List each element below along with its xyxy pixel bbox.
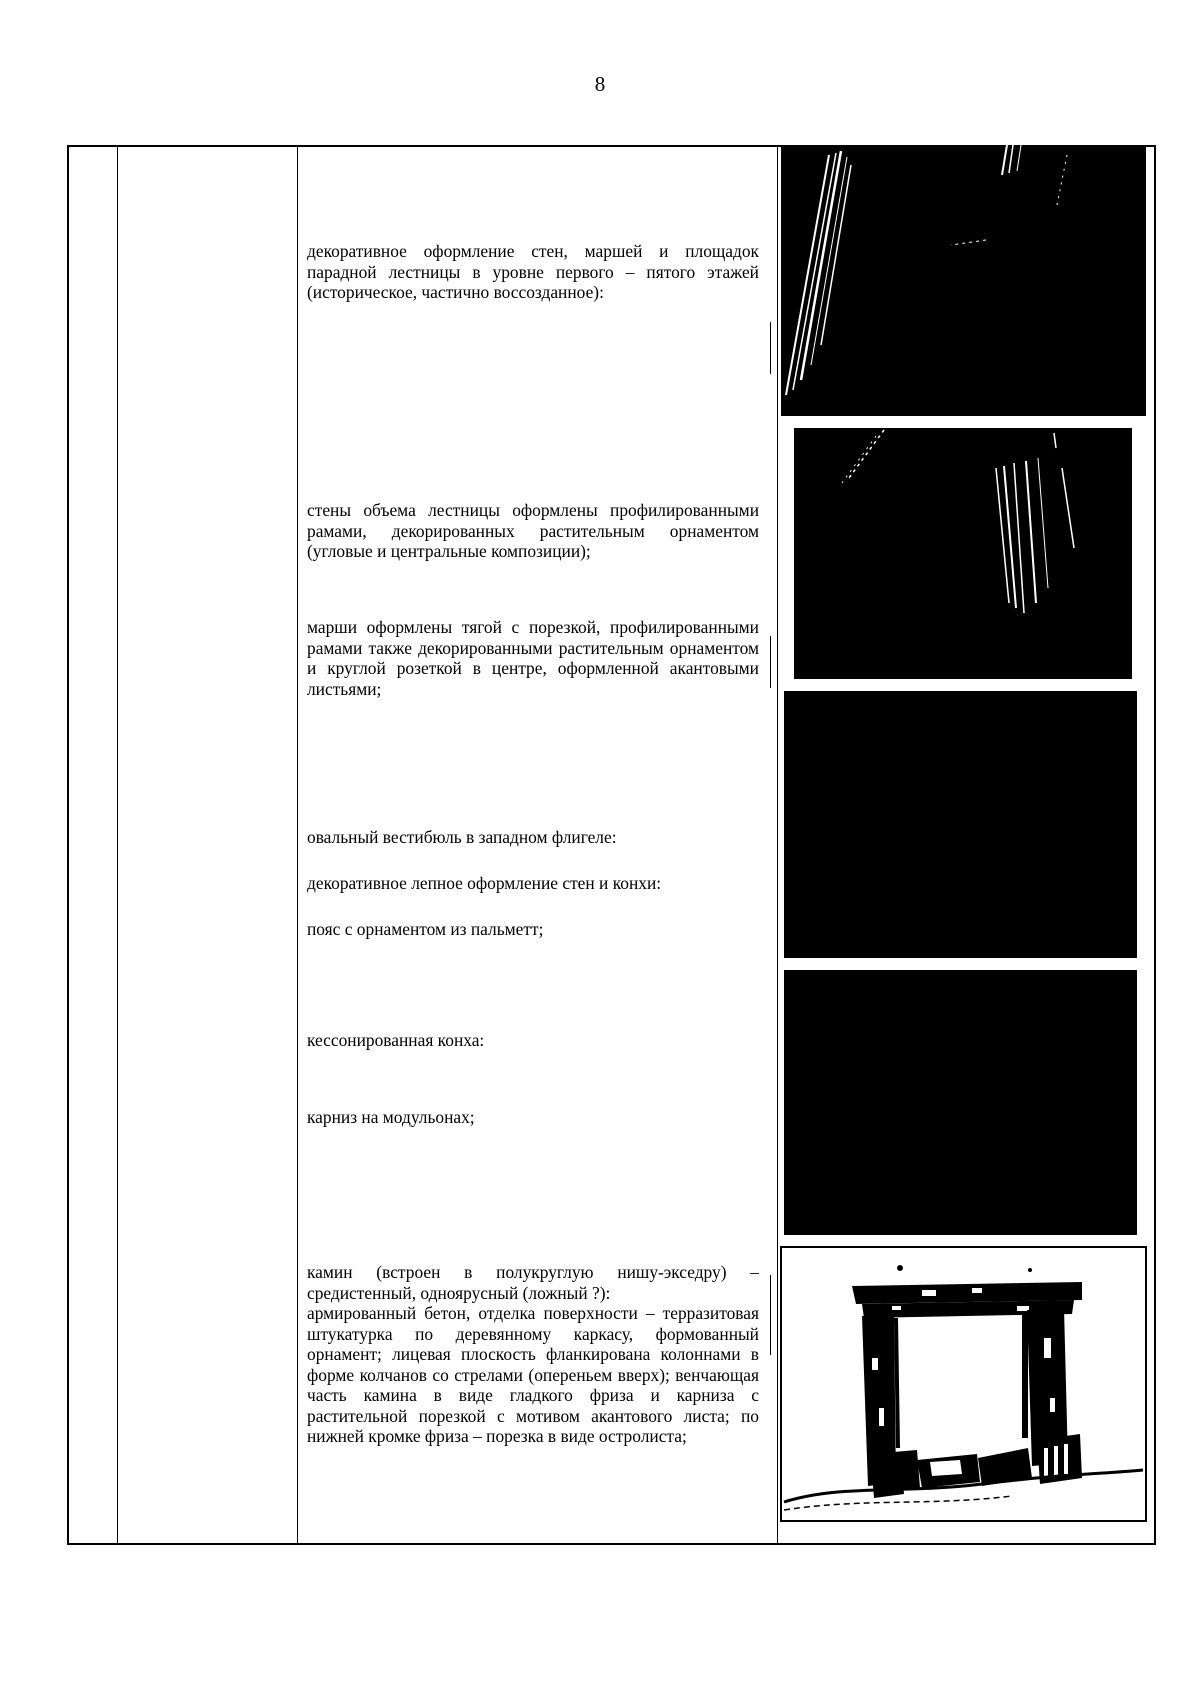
margin-mark: [770, 322, 771, 374]
staircase-photo-2: [794, 428, 1132, 679]
staircase-photo-1: [781, 145, 1146, 416]
cornice-paragraph: карниз на модульонах;: [307, 1107, 475, 1127]
oval-vestibule-paragraph: овальный вестибюль в западном флигеле:: [307, 827, 617, 847]
stair-walls-paragraph: стены объема лестницы оформлены профилированными рамами, декорированных растительным орнаментом (угловые и центральные композиции);: [307, 500, 759, 561]
margin-mark: [770, 636, 771, 688]
vestibule-photo-2: [784, 970, 1137, 1235]
vestibule-decoration-paragraph: декоративное лепное оформление стен и конхи:: [307, 873, 662, 893]
page-number: 8: [594, 72, 606, 96]
vestibule-photo-1: [784, 691, 1137, 958]
margin-mark: [770, 1275, 771, 1355]
fireplace-paragraph: камин (встроен в полукруглую нишу-экседру) – средистенный, одноярусный (ложный ?):: [307, 1262, 759, 1303]
column-divider: [117, 147, 118, 1543]
column-divider: [777, 147, 778, 1543]
fireplace-photo: [780, 1246, 1147, 1522]
palmette-belt-paragraph: пояс с орнаментом из пальметт;: [307, 919, 544, 939]
staircase-decoration-paragraph: декоративное оформление стен, маршей и площадок парадной лестницы в уровне первого – пятого этажей (историческое, частично воссозданное):: [307, 241, 759, 302]
column-divider: [297, 147, 298, 1543]
coffered-conch-paragraph: кессонированная конха:: [307, 1030, 485, 1050]
fireplace-materials-paragraph: армированный бетон, отделка поверхности – терразитовая штукатурка по деревянному каркасу, формованный орнамент; лицевая плоскость фланкирована колоннами в форме колчанов со стрелами (опереньем вверх); венчающая часть камина в виде гладкого фриза и карниза с растительной порезкой с мотивом акантового листа; по нижней кромке фриза – порезка в виде остролиста;: [307, 1303, 759, 1446]
flights-paragraph: марши оформлены тягой с порезкой, профилированными рамами также декорированными растительным орнаментом и круглой розеткой в центре, оформленной акантовыми листьями;: [307, 617, 759, 699]
